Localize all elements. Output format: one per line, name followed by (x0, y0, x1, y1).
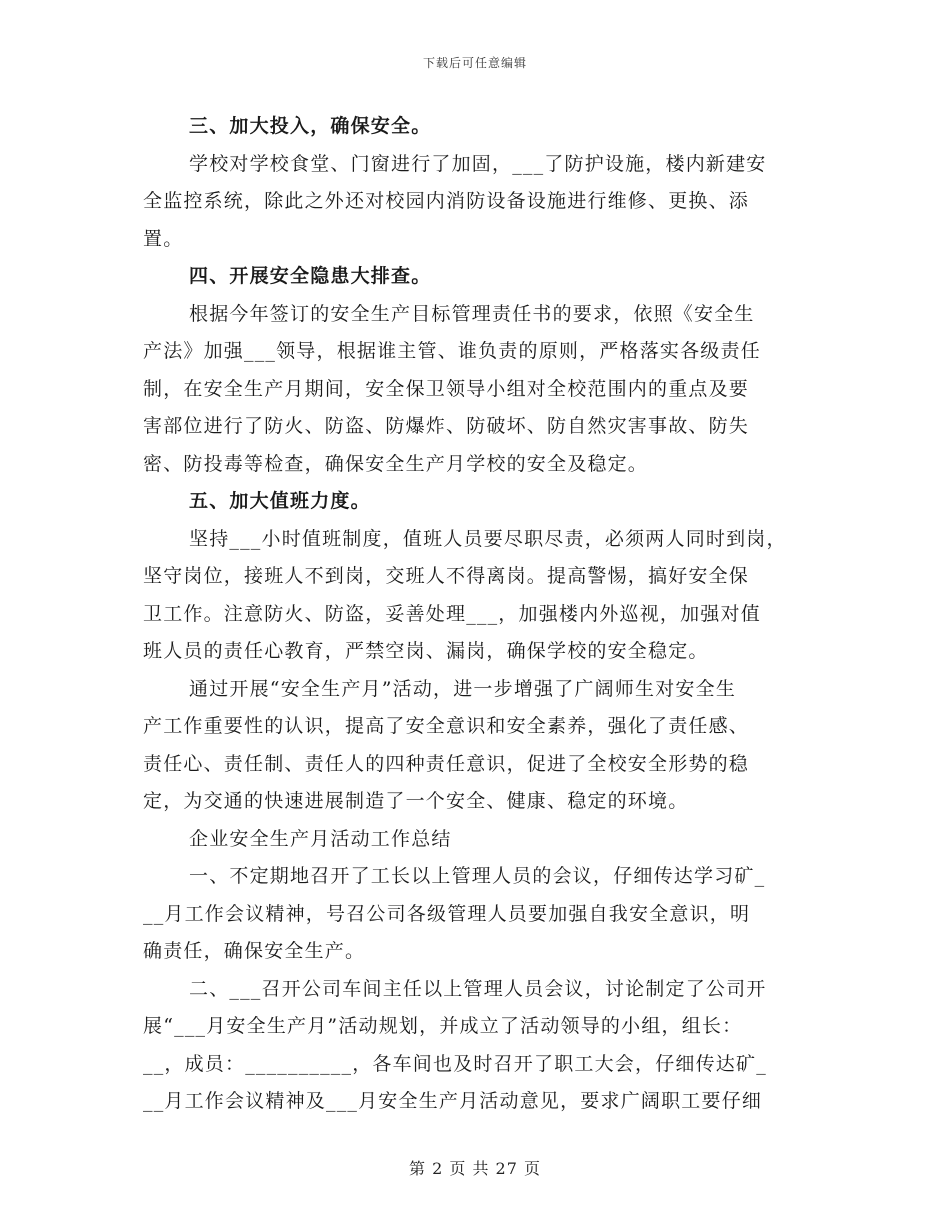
paragraph-line: 根据今年签订的安全生产目标管理责任书的要求，依照《安全生 (189, 302, 755, 325)
paragraph-line: 卫工作。注意防火、防盗，妥善处理___，加强楼内外巡视，加强对值 (143, 602, 761, 625)
paragraph-line: 确责任，确保安全生产。 (143, 940, 366, 962)
paragraph-line: __月工作会议精神，号召公司各级管理人员要加强自我安全意识，明 (143, 902, 751, 925)
paragraph-line: 密、防投毒等检查，确保安全生产月学校的安全及稳定。 (143, 452, 649, 475)
paragraph-line: 定，为交通的快速进展制造了一个安全、健康、稳定的环境。 (143, 790, 689, 812)
section-heading-3: 三、加大投入，确保安全。 (189, 115, 432, 137)
paragraph-line: __月工作会议精神及___月安全生产月活动意见，要求广阔职工要仔细 (143, 1090, 763, 1112)
paragraph-line: 通过开展“安全生产月”活动，进一步增强了广阔师生对安全生 (189, 677, 737, 700)
document-body (143, 108, 823, 1121)
paragraph-line: 产法》加强___领导，根据谁主管、谁负责的原则，严格落实各级责任 (143, 340, 761, 362)
paragraph-line: 二、___召开公司车间主任以上管理人员会议，讨论制定了公司开 (189, 977, 767, 1000)
paragraph-line: 置。 (143, 227, 184, 250)
paragraph-line: 坚持___小时值班制度，值班人员要尽职尽责，必须两人同时到岗， (189, 527, 787, 550)
paragraph-line: 制，在安全生产月期间，安全保卫领导小组对全校范围内的重点及要 (143, 377, 750, 400)
page-number: 第 2 页 共 27 页 (409, 1159, 541, 1178)
paragraph-line: 产工作重要性的认识，提高了安全意识和安全素养，强化了责任感、 (143, 715, 750, 737)
section-heading-5: 五、加大值班力度。 (189, 490, 371, 512)
paragraph-line: 害部位进行了防火、防盗、防爆炸、防破坏、防自然灾害事故、防失 (143, 415, 750, 437)
summary-title: 企业安全生产月活动工作总结 (189, 827, 452, 850)
paragraph-line: 坚守岗位，接班人不到岗，交班人不得离岗。提高警惕，搞好安全保 (143, 565, 750, 587)
section-heading-4: 四、开展安全隐患大排查。 (189, 265, 432, 287)
paragraph-line: __，成员：__________，各车间也及时召开了职工大会，仔细传达矿_ (143, 1052, 767, 1075)
paragraph-line: 学校对学校食堂、门窗进行了加固，___了防护设施，楼内新建安 (189, 152, 767, 175)
paragraph-line: 一、不定期地召开了工长以上管理人员的会议，仔细传达学习矿_ (189, 865, 766, 887)
paragraph-line: 展“___月安全生产月”活动规划，并成立了活动领导的小组，组长： (143, 1015, 743, 1037)
paragraph-line: 全监控系统，除此之外还对校园内消防设备设施进行维修、更换、添 (143, 190, 750, 212)
paragraph-line: 责任心、责任制、责任人的四种责任意识，促进了全校安全形势的稳 (143, 752, 750, 775)
paragraph-line: 班人员的责任心教育，严禁空岗、漏岗，确保学校的安全稳定。 (143, 640, 709, 662)
header-note: 下载后可任意编辑 (422, 56, 527, 70)
